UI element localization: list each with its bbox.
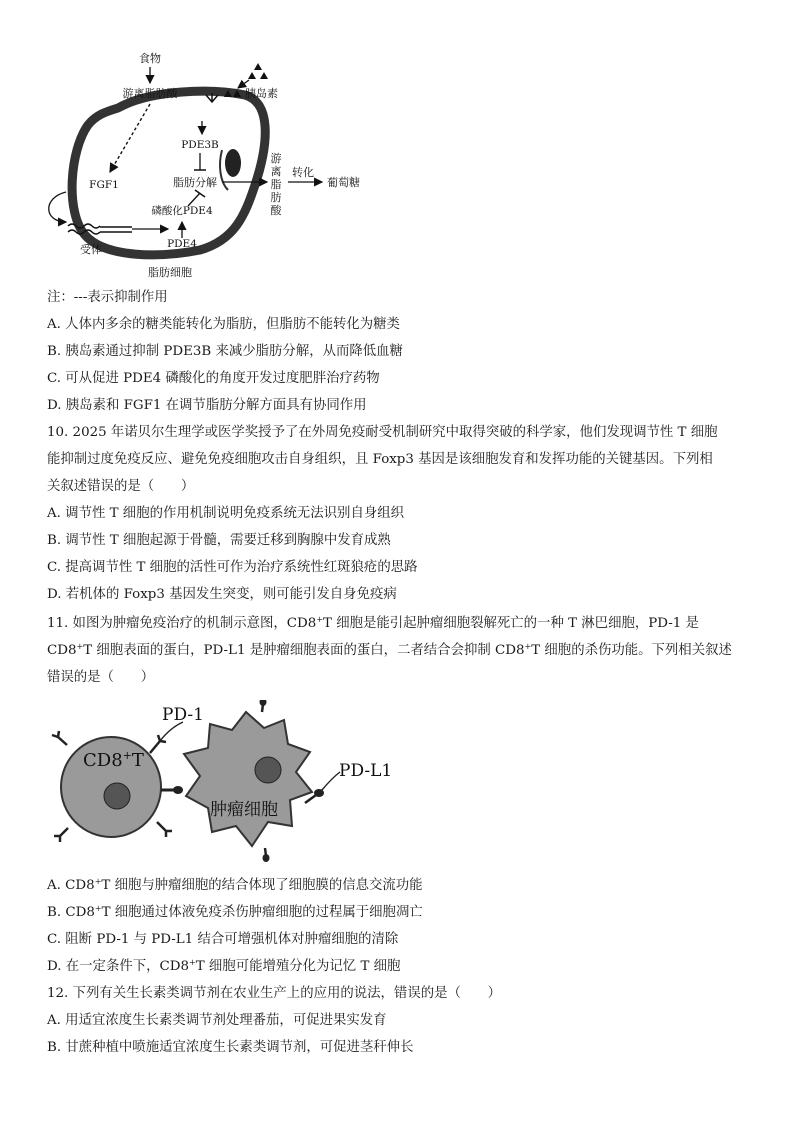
label-pd1: PD-1	[162, 705, 204, 725]
tumor-cell	[184, 712, 312, 846]
q10-option-b: B. 调节性 T 细胞起源于骨髓，需要迁移到胸腺中发育成熟	[47, 533, 391, 548]
q10-stem-line3: 关叙述错误的是（ ）	[47, 479, 195, 494]
q9-option-c: C. 可从促进 PDE4 磷酸化的角度开发过度肥胖治疗药物	[47, 371, 380, 386]
label-tumor: 肿瘤细胞	[210, 800, 278, 820]
q9-option-a: A. 人体内多余的糖类能转化为脂肪，但脂肪不能转化为糖类	[47, 317, 400, 332]
fat-cell-diagram	[0, 0, 794, 290]
svg-text:游: 游	[270, 152, 282, 165]
label-ffa-top: 游离脂肪酸	[122, 87, 178, 100]
q12-option-a: A. 用适宜浓度生长素类调节剂处理番茄，可促进果实发育	[47, 1013, 387, 1028]
label-food: 食物	[139, 52, 161, 65]
q11-option-a: A. CD8+T 细胞与肿瘤细胞的结合体现了细胞膜的信息交流功能	[47, 877, 423, 893]
q12-stem: 12. 下列有关生长素类调节剂在农业生产上的应用的说法，错误的是（ ）	[47, 986, 502, 1001]
label-pde3b: PDE3B	[181, 139, 219, 151]
label-lipolysis: 脂肪分解	[173, 176, 217, 189]
label-pde4: PDE4	[167, 238, 197, 250]
cd8-nucleus	[104, 783, 130, 809]
label-cd8: CD8+T	[83, 749, 144, 771]
label-convert: 转化	[292, 166, 314, 179]
q9-option-b: B. 胰岛素通过抑制 PDE3B 来减少脂肪分解，从而降低血糖	[47, 344, 403, 359]
label-fgf1: FGF1	[89, 179, 119, 191]
label-fat-cell: 脂肪细胞	[148, 266, 192, 279]
label-pdl1: PD-L1	[339, 761, 393, 781]
nucleus	[225, 149, 241, 177]
label-phospho-pde4: 磷酸化PDE4	[151, 205, 213, 217]
q12-option-b: B. 甘蔗种植中喷施适宜浓度生长素类调节剂，可促进茎秆伸长	[47, 1040, 414, 1055]
q11-stem-line2: CD8+T 细胞表面的蛋白，PD-L1 是肿瘤细胞表面的蛋白，二者结合会抑制 CD8+T 细胞的杀伤功能。下列相关叙述	[47, 642, 732, 658]
immune-diagram	[0, 700, 794, 870]
q11-stem-line1: 11. 如图为肿瘤免疫治疗的机制示意图，CD8+T 细胞是能引起肿瘤细胞裂解死亡的一种 T 淋巴细胞，PD-1 是	[47, 615, 699, 631]
q9-option-d: D. 胰岛素和 FGF1 在调节脂肪分解方面具有协同作用	[47, 398, 367, 413]
label-ffa-vertical	[271, 151, 283, 217]
svg-text:肪: 肪	[270, 191, 282, 204]
svg-text:酸: 酸	[270, 204, 282, 217]
q11-option-b: B. CD8+T 细胞通过体液免疫杀伤肿瘤细胞的过程属于细胞凋亡	[47, 904, 423, 920]
q10-stem-line1: 10. 2025 年诺贝尔生理学或医学奖授予了在外周免疫耐受机制研究中取得突破的科学家，他们发现调节性 T 细胞	[47, 425, 718, 440]
note-text: 注：---表示抑制作用	[47, 290, 168, 305]
label-receptor: 受体	[80, 243, 102, 256]
q11-stem-line3: 错误的是（ ）	[47, 670, 155, 685]
q11-option-d: D. 在一定条件下，CD8+T 细胞可能增殖分化为记忆 T 细胞	[47, 958, 401, 974]
label-glucose: 葡萄糖	[327, 176, 360, 189]
label-insulin: 胰岛素	[245, 87, 278, 100]
q10-option-a: A. 调节性 T 细胞的作用机制说明免疫系统无法识别自身组织	[47, 506, 405, 521]
q11-option-c: C. 阻断 PD-1 与 PD-L1 结合可增强机体对肿瘤细胞的清除	[47, 932, 399, 947]
svg-text:脂: 脂	[270, 178, 282, 191]
svg-text:离: 离	[270, 165, 282, 178]
q10-option-d: D. 若机体的 Foxp3 基因发生突变，则可能引发自身免疫病	[47, 587, 397, 602]
q10-option-c: C. 提高调节性 T 细胞的活性可作为治疗系统性红斑狼疮的思路	[47, 560, 418, 575]
tumor-nucleus	[255, 757, 281, 783]
q10-stem-line2: 能抑制过度免疫反应、避免免疫细胞攻击自身组织，且 Foxp3 基因是该细胞发育和发挥功能的关键基因。下列相	[47, 452, 713, 467]
